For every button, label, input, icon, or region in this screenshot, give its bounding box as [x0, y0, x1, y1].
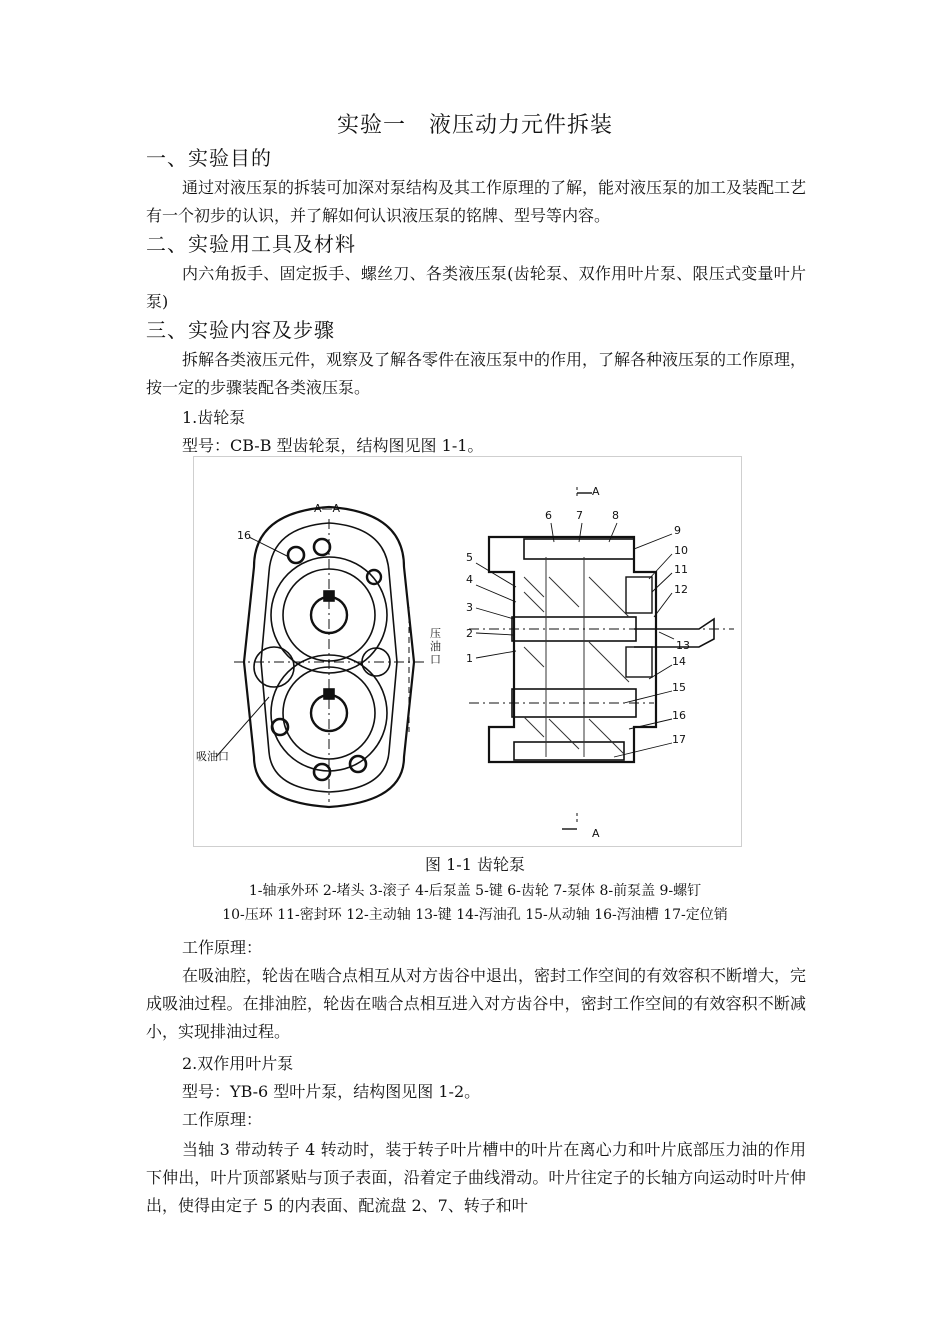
figure-gear-pump: [193, 456, 742, 847]
page-title: 实验一 液压动力元件拆装: [336, 113, 613, 138]
arrow-label-top: A: [592, 485, 600, 498]
principle1-label: 工作原理：: [182, 938, 263, 957]
callout-16: 16: [672, 709, 686, 722]
callout-15: 15: [672, 681, 686, 694]
gear-pump-drawing: [194, 457, 741, 846]
callout-8: 8: [612, 509, 619, 522]
inlet-label: 吸油口: [196, 750, 229, 763]
section-heading-content: 三、实验内容及步骤: [146, 318, 335, 342]
figure-legend-line1: 1-轴承外环 2-堵头 3-滚子 4-后泵盖 5-键 6-齿轮 7-泵体 8-前泵盖 9-螺钉: [248, 883, 702, 899]
section-heading-tools: 二、实验用工具及材料: [146, 232, 356, 256]
paragraph-purpose: 通过对液压泵的拆装可加深对泵结构及其工作原理的了解，能对液压泵的加工及装配工艺有一个初步的认识，并了解如何认识液压泵的铭牌、型号等内容。: [146, 178, 807, 225]
callout-9: 9: [674, 524, 681, 537]
paragraph-tools: 内六角扳手、固定扳手、螺丝刀、各类液压泵(齿轮泵、双作用叶片泵、限压式变量叶片泵): [146, 264, 806, 311]
principle2-label: 工作原理：: [182, 1110, 263, 1129]
callout-3: 3: [466, 601, 473, 614]
callout-6: 6: [545, 509, 552, 522]
principle2-text: 当轴 3 带动转子 4 转动时，装于转子叶片槽中的叶片在离心力和叶片底部压力油的作用下伸出，叶片顶部紧贴与顶子表面，沿着定子曲线滑动。叶片往定子的长轴方向运动时叶片伸出，使得由定子 5 的内表面、配流盘 2、7、转子和叶: [146, 1140, 806, 1215]
callout-1: 1: [466, 652, 473, 665]
item-gear-pump-title: 1.齿轮泵: [182, 408, 246, 427]
callout-10: 10: [674, 544, 688, 557]
callout-11: 11: [674, 563, 688, 576]
section-heading-purpose: 一、实验目的: [146, 146, 272, 170]
principle1-text: 在吸油腔，轮齿在啮合点相互从对方齿谷中退出，密封工作空间的有效容积不断增大，完成吸油过程。在排油腔，轮齿在啮合点相互进入对方齿谷中，密封工作空间的有效容积不断减小，实现排油过程。: [146, 966, 807, 1041]
figure-legend-line2: 10-压环 11-密封环 12-主动轴 13-键 14-泻油孔 15-从动轴 16-泻油槽 17-定位销: [222, 907, 728, 923]
callout-5: 5: [466, 551, 473, 564]
figure-caption: 图 1-1 齿轮泵: [425, 855, 525, 874]
callout-2: 2: [466, 627, 473, 640]
callout-7: 7: [576, 509, 583, 522]
arrow-label-bottom: A: [592, 827, 600, 840]
outlet-label: 压油口: [430, 627, 441, 666]
callout-12: 12: [674, 583, 688, 596]
callout-4: 4: [466, 573, 473, 586]
paragraph-content: 拆解各类液压元件，观察及了解各零件在液压泵中的作用，了解各种液压泵的工作原理，按一定的步骤装配各类液压泵。: [146, 350, 807, 397]
section-label: A—A: [314, 502, 341, 515]
callout-17: 17: [672, 733, 686, 746]
callout-left-16: 16: [237, 529, 251, 542]
item-vane-pump-title: 2.双作用叶片泵: [182, 1054, 294, 1073]
item-gear-pump-model: 型号：CB-B 型齿轮泵，结构图见图 1-1。: [182, 436, 484, 455]
callout-14: 14: [672, 655, 686, 668]
item-vane-pump-model: 型号：YB-6 型叶片泵，结构图见图 1-2。: [182, 1082, 481, 1101]
callout-13: 13: [676, 639, 690, 652]
